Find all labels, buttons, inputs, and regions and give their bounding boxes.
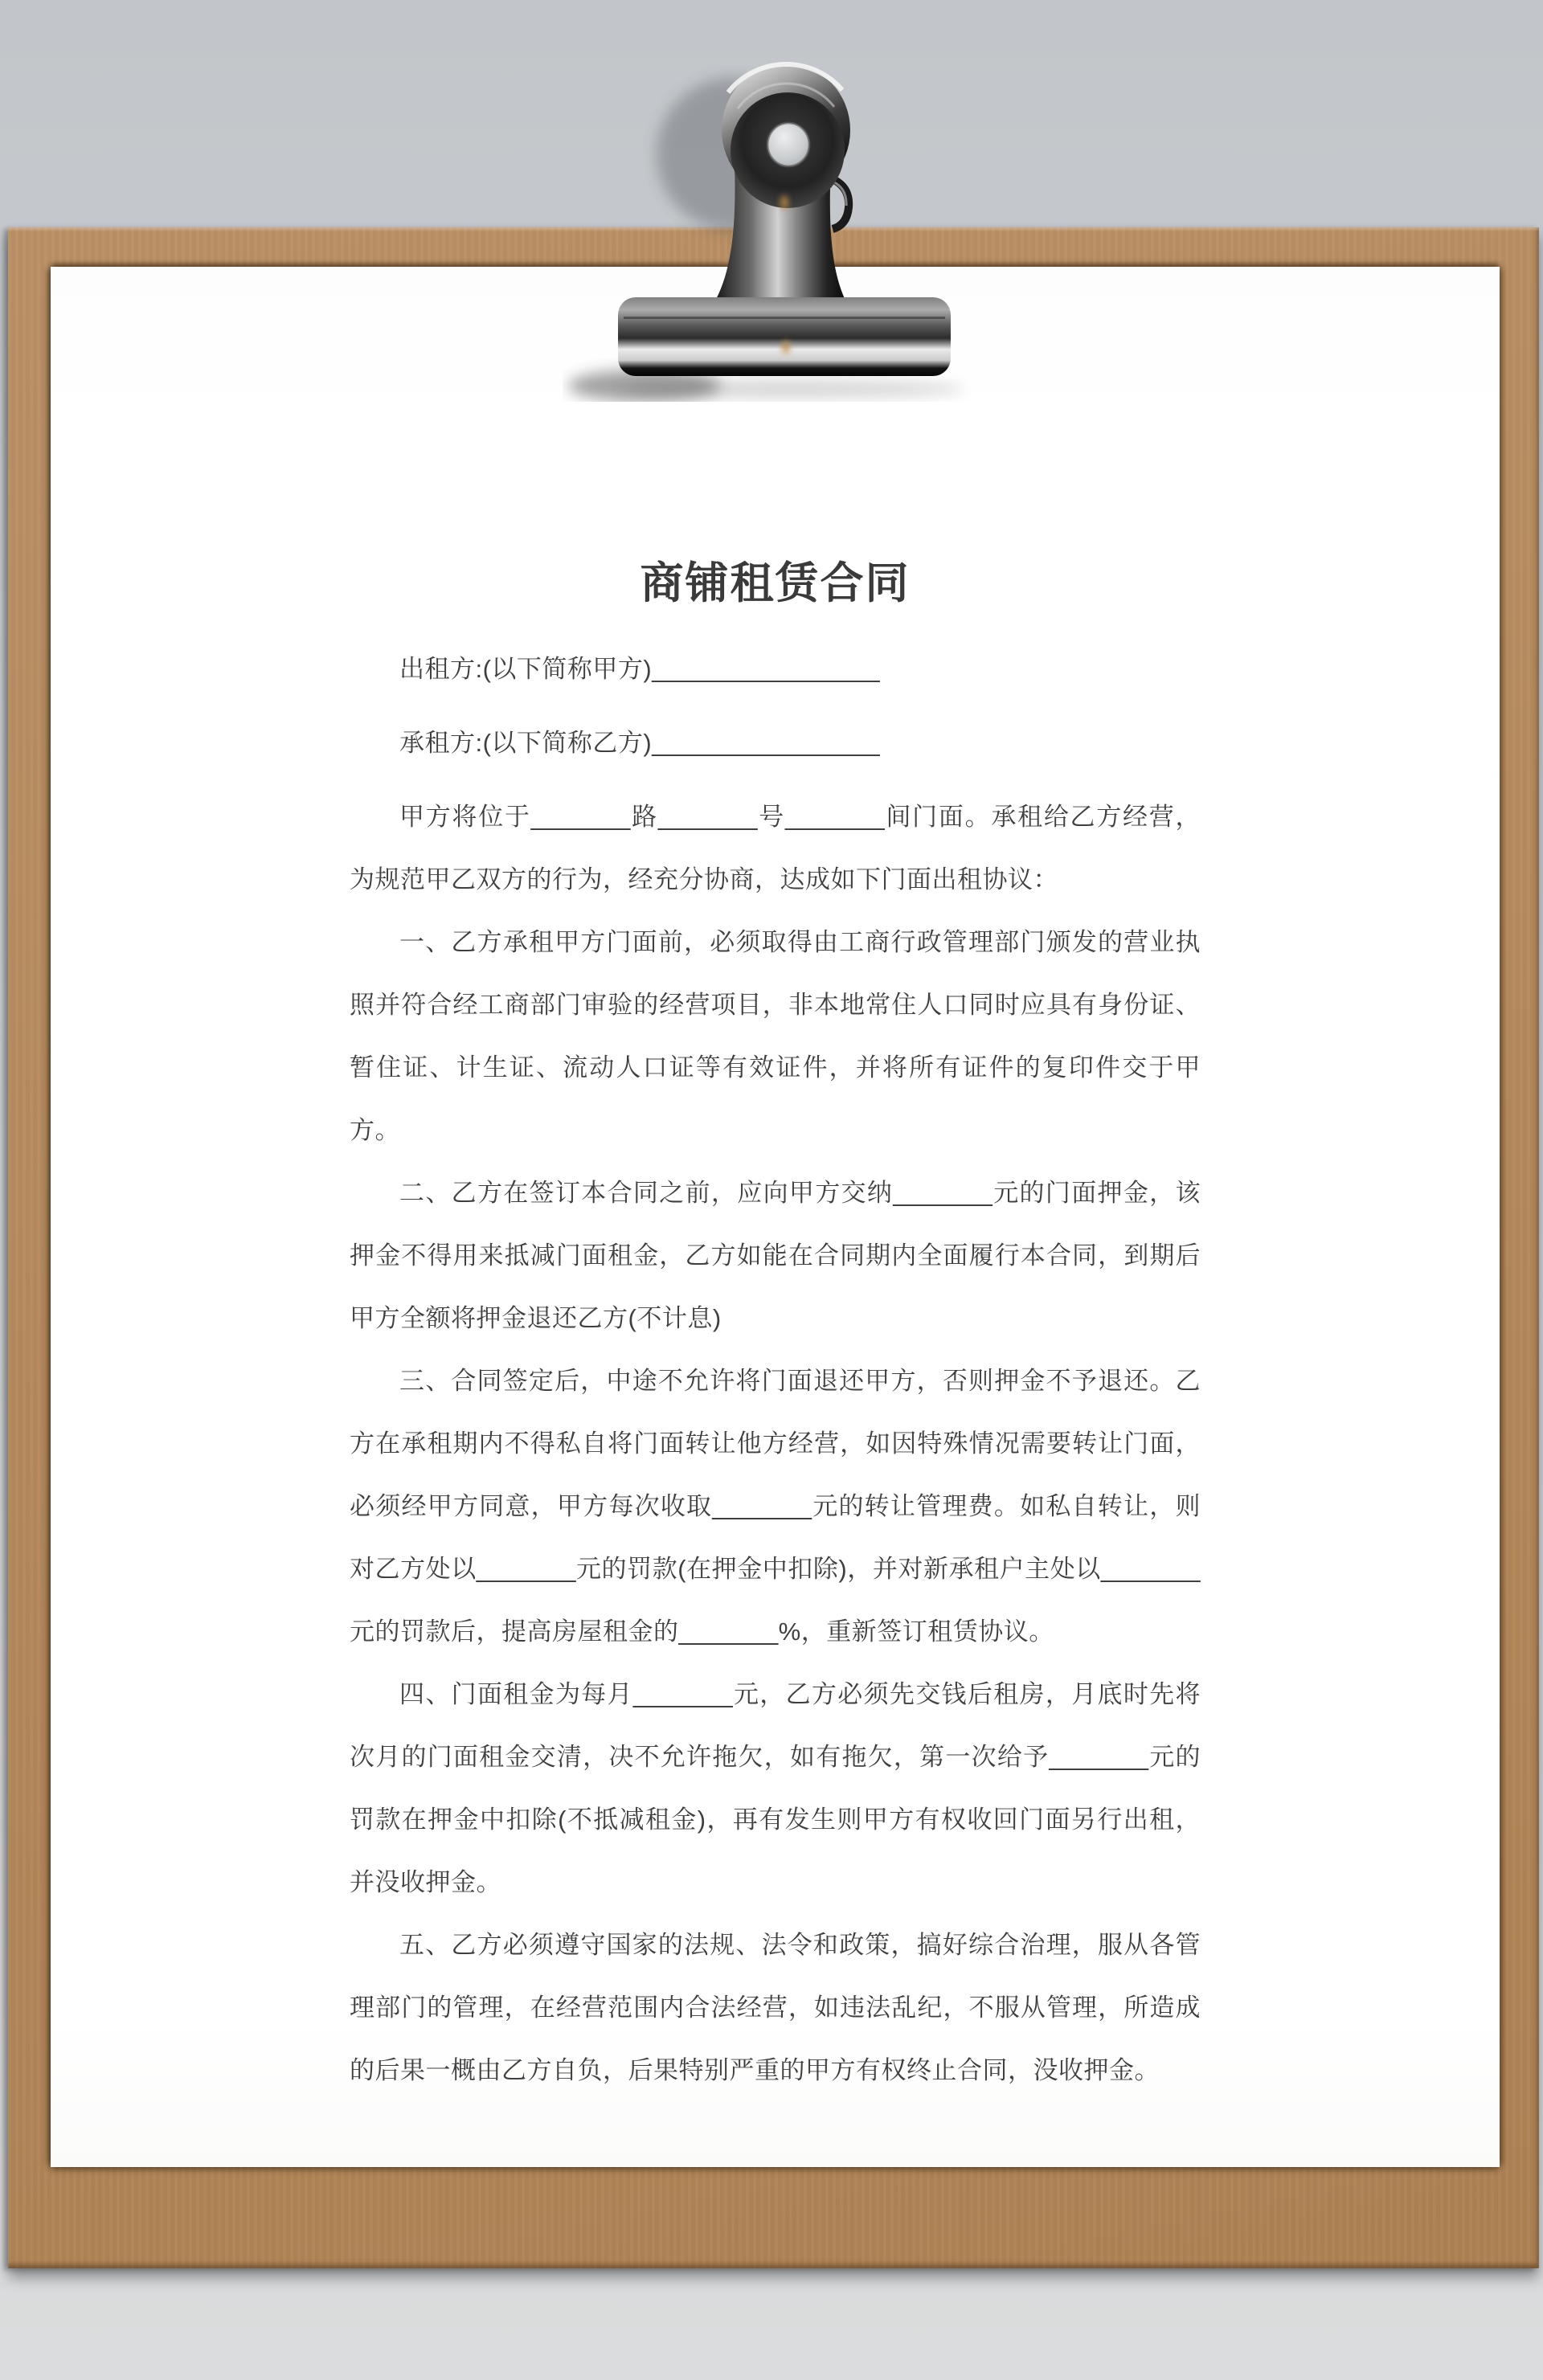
lessee-line: 承租方:(以下简称乙方)________________ (399, 729, 881, 757)
clip-warm-glint-bar (782, 341, 790, 354)
clause-2: 二、乙方在签订本合同之前，应向甲方交纳_______元的门面押金，该押金不得用来抵减门面租金，乙方如能在合同期内全面履行本合同，到期后甲方全额将押金退还乙方(不计息) (350, 1179, 1201, 1332)
clause-4: 四、门面租金为每月_______元，乙方必须先交钱后租房，月底时先将次月的门面租金交清，决不允许拖欠，如有拖欠，第一次给予_______元的罚款在押金中扣除(不抵减租金)，再有发生则甲方有权收回门面另行出租，并没收押金。 (350, 1680, 1201, 1896)
lessor-line: 出租方:(以下简称甲方)________________ (399, 655, 881, 683)
clause-5: 五、乙方必须遵守国家的法规、法令和政策，搞好综合治理，服从各管理部门的管理，在经营范围内合法经营，如违法乱纪，不服从管理，所造成的后果一概由乙方自负，后果特别严重的甲方有权终止合同，没收押金。 (350, 1931, 1201, 2084)
clip-bar (618, 297, 951, 376)
clip-bar-seam (624, 317, 945, 319)
contract-paper (51, 267, 1500, 2167)
contract-title: 商铺租赁合同 (640, 559, 911, 607)
binder-clip (563, 32, 980, 402)
clip-bar-shadow-wide (619, 380, 964, 398)
clip-warm-glint-face (780, 195, 788, 210)
clause-3: 三、合同签定后，中途不允许将门面退还甲方，否则押金不予退还。乙方在承租期内不得私自将门面转让他方经营，如因特殊情况需要转让门面，必须经甲方同意，甲方每次收取_______元的转让管理费。如私自转让，则对乙方处以_______元的罚款(在押金中扣除)，并对新承租户主处以_______元的罚款后，提高房屋租金的_______%，重新签订租赁协议。 (350, 1367, 1201, 1646)
clause-1: 一、乙方承租甲方门面前，必须取得由工商行政管理部门颁发的营业执照并符合经工商部门审验的经营项目，非本地常住人口同时应具有身份证、暂住证、计生证、流动人口证等有效证件，并将所有证件的复印件交于甲方。 (350, 928, 1201, 1144)
clipboard-board (8, 227, 1539, 2268)
intro-paragraph: 甲方将位于_______路_______号_______间门面。承租给乙方经营，为规范甲乙双方的行为，经充分协商，达成如下门面出租协议： (350, 803, 1201, 894)
